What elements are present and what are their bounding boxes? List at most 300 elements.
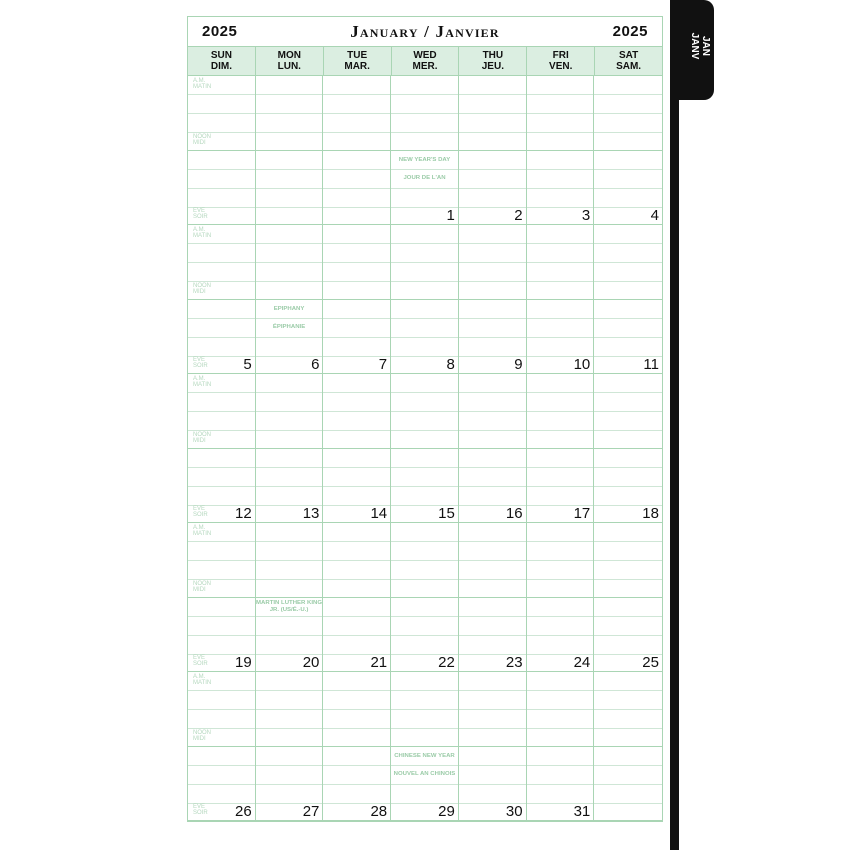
slot-label-text: MIDI	[193, 587, 206, 593]
hour-line	[188, 746, 255, 747]
hour-line	[594, 411, 662, 412]
day-header-wed	[392, 47, 460, 75]
month-tab-label-fr: JANV	[689, 32, 700, 60]
day-header-mon	[256, 47, 324, 75]
date-number: 4	[650, 207, 659, 224]
hour-line	[391, 132, 458, 133]
day-cell[interactable]	[323, 523, 391, 672]
hour-line	[459, 541, 526, 542]
hour-line	[323, 132, 390, 133]
hour-line	[188, 150, 255, 151]
hour-line	[256, 579, 323, 580]
hour-line	[391, 337, 458, 338]
hour-line	[256, 430, 323, 431]
day-cell[interactable]	[323, 225, 391, 374]
date-number: 10	[573, 356, 591, 373]
hour-line	[323, 150, 390, 151]
hour-line	[527, 728, 594, 729]
hour-line	[594, 318, 662, 319]
hour-line	[323, 113, 390, 114]
hour-line	[188, 486, 255, 487]
date-number: 7	[378, 356, 388, 373]
hour-line	[256, 709, 323, 710]
hour-line	[256, 411, 323, 412]
day-cell[interactable]	[527, 225, 595, 374]
hour-line	[188, 411, 255, 412]
hour-line	[188, 597, 255, 598]
date-number: 8	[446, 356, 455, 373]
slot-label-text: EVE	[193, 357, 206, 363]
slot-label-text: EVE	[193, 208, 206, 214]
slot-label-text: MATIN	[193, 680, 212, 686]
hour-line	[323, 262, 390, 263]
hour-line	[323, 746, 390, 747]
hour-line	[594, 169, 662, 170]
slot-label-text: SOIR	[193, 214, 208, 220]
date-number: 22	[438, 654, 455, 671]
month-tab-label-en: JAN	[700, 35, 711, 56]
hour-line	[256, 467, 323, 468]
hour-line	[527, 113, 594, 114]
week-bottom-line	[256, 820, 323, 821]
hour-line	[323, 243, 390, 244]
hour-line	[323, 281, 390, 282]
slot-label-am	[193, 525, 211, 537]
hour-line	[323, 430, 390, 431]
hour-line	[459, 746, 526, 747]
day-cell[interactable]	[594, 672, 662, 821]
slot-label-text: MIDI	[193, 289, 206, 295]
date-number: 25	[642, 654, 659, 671]
hour-line	[459, 262, 526, 263]
month-tab-spine	[670, 0, 679, 850]
hour-line	[188, 299, 255, 300]
hour-line	[391, 709, 458, 710]
day-cell[interactable]	[188, 374, 256, 523]
hour-line	[527, 560, 594, 561]
hour-line	[323, 784, 390, 785]
hour-line	[594, 597, 662, 598]
hour-line	[594, 765, 662, 766]
hour-line	[323, 411, 390, 412]
hour-line	[323, 635, 390, 636]
slot-label-noon	[193, 432, 211, 444]
date-number: 15	[438, 505, 455, 522]
slot-label-noon	[193, 730, 211, 742]
slot-label-text: MATIN	[193, 233, 212, 239]
hour-line	[188, 541, 255, 542]
hour-line	[391, 318, 458, 319]
hour-line	[594, 132, 662, 133]
slot-label-text: NOON	[193, 581, 211, 587]
hour-line	[188, 784, 255, 785]
hour-line	[459, 392, 526, 393]
hour-line	[323, 765, 390, 766]
hour-line	[594, 262, 662, 263]
hour-line	[188, 318, 255, 319]
hour-line	[459, 430, 526, 431]
hour-line	[256, 188, 323, 189]
slot-label-eve	[193, 357, 208, 369]
hour-line	[527, 281, 594, 282]
month-tab-label	[689, 26, 711, 66]
slot-label-noon	[193, 581, 211, 593]
hour-line	[527, 188, 594, 189]
week-row	[188, 672, 662, 821]
date-number: 21	[370, 654, 388, 671]
hour-line	[527, 430, 594, 431]
hour-line	[323, 467, 390, 468]
hour-line	[391, 784, 458, 785]
hour-line	[459, 169, 526, 170]
hour-line	[188, 579, 255, 580]
day-cell[interactable]	[391, 523, 459, 672]
day-cell[interactable]	[256, 523, 324, 672]
date-number: 13	[302, 505, 320, 522]
calendar-page	[187, 16, 663, 822]
hour-line	[256, 150, 323, 151]
week-bottom-line	[459, 820, 526, 821]
slot-label-text: NOON	[193, 730, 211, 736]
hour-line	[594, 299, 662, 300]
hour-line	[256, 690, 323, 691]
week-row	[188, 523, 662, 672]
slot-label-eve	[193, 655, 208, 667]
hour-line	[459, 188, 526, 189]
hour-line	[256, 281, 323, 282]
hour-line	[527, 765, 594, 766]
week-bottom-line	[527, 820, 594, 821]
hour-line	[594, 150, 662, 151]
day-cell[interactable]	[594, 374, 662, 523]
slot-label-text: MATIN	[193, 382, 212, 388]
hour-line	[459, 299, 526, 300]
day-header-fr: MER.	[412, 61, 438, 72]
hour-line	[459, 635, 526, 636]
hour-line	[188, 709, 255, 710]
hour-line	[256, 392, 323, 393]
day-cell[interactable]	[527, 672, 595, 821]
hour-line	[323, 169, 390, 170]
hour-line	[391, 150, 458, 151]
date-number: 16	[505, 505, 523, 522]
hour-line	[256, 448, 323, 449]
slot-label-text: A.M.	[193, 78, 206, 84]
day-cell[interactable]	[323, 374, 391, 523]
slot-label-text: A.M.	[193, 525, 206, 531]
day-header-en: THU	[482, 50, 504, 61]
slot-label-text: MIDI	[193, 140, 206, 146]
hour-line	[527, 467, 594, 468]
year-right: 2025	[612, 23, 648, 40]
hour-line	[594, 635, 662, 636]
hour-line	[594, 541, 662, 542]
day-cell[interactable]	[391, 672, 459, 821]
hour-line	[459, 690, 526, 691]
hour-line	[527, 94, 594, 95]
slot-label-text: SOIR	[193, 512, 208, 518]
hour-line	[391, 746, 458, 747]
day-cell[interactable]	[256, 374, 324, 523]
hour-line	[527, 541, 594, 542]
slot-label-text: MATIN	[193, 84, 212, 90]
hour-line	[256, 728, 323, 729]
hour-line	[527, 597, 594, 598]
hour-line	[323, 486, 390, 487]
hour-line	[323, 541, 390, 542]
hour-line	[459, 765, 526, 766]
hour-line	[527, 690, 594, 691]
hour-line	[391, 262, 458, 263]
day-cell[interactable]	[527, 76, 595, 225]
hour-line	[256, 243, 323, 244]
week-bottom-line	[188, 820, 255, 821]
day-cell[interactable]	[459, 76, 527, 225]
holiday-label-en: MARTIN LUTHER KING	[256, 600, 323, 606]
hour-line	[188, 113, 255, 114]
day-cell[interactable]	[594, 225, 662, 374]
hour-line	[459, 579, 526, 580]
slot-label-text: EVE	[193, 804, 206, 810]
hour-line	[323, 690, 390, 691]
day-cell[interactable]	[594, 523, 662, 672]
day-header-fr: SAM.	[616, 61, 642, 72]
hour-line	[188, 467, 255, 468]
hour-line	[256, 337, 323, 338]
hour-line	[256, 635, 323, 636]
day-header-sun	[188, 47, 256, 75]
holiday-label-en: NEW YEAR'S DAY	[398, 157, 451, 163]
day-cell[interactable]	[323, 672, 391, 821]
day-cell[interactable]	[391, 225, 459, 374]
week-row	[188, 76, 662, 225]
hour-line	[594, 430, 662, 431]
holiday-label-en: CHINESE NEW YEAR	[394, 753, 455, 759]
week-row	[188, 225, 662, 374]
hour-line	[459, 597, 526, 598]
hour-line	[391, 579, 458, 580]
day-cell[interactable]	[594, 76, 662, 225]
hour-line	[594, 690, 662, 691]
holiday-label-fr: JOUR DE L'AN	[403, 175, 446, 181]
day-cell[interactable]	[188, 225, 256, 374]
slot-label-text: SOIR	[193, 363, 208, 369]
hour-line	[594, 616, 662, 617]
day-cell[interactable]	[459, 374, 527, 523]
day-header-thu	[459, 47, 527, 75]
hour-line	[391, 169, 458, 170]
date-number: 19	[235, 654, 252, 671]
date-number: 17	[573, 505, 591, 522]
hour-line	[527, 337, 594, 338]
hour-line	[391, 243, 458, 244]
hour-line	[594, 392, 662, 393]
day-header-fr: JEU.	[481, 61, 504, 72]
hour-line	[391, 392, 458, 393]
hour-line	[256, 262, 323, 263]
hour-line	[594, 709, 662, 710]
day-cell[interactable]	[391, 76, 459, 225]
slot-label-am	[193, 376, 211, 388]
hour-line	[391, 597, 458, 598]
hour-line	[188, 188, 255, 189]
day-cell[interactable]	[527, 523, 595, 672]
hour-line	[459, 486, 526, 487]
hour-line	[594, 467, 662, 468]
hour-line	[391, 728, 458, 729]
holiday-label-fr: ÉPIPHANIE	[272, 324, 306, 330]
slot-label-text: NOON	[193, 432, 211, 438]
hour-line	[527, 746, 594, 747]
date-number: 11	[643, 356, 659, 373]
slot-label-am	[193, 227, 211, 239]
hour-line	[391, 635, 458, 636]
day-header-fr: VEN.	[549, 61, 573, 72]
hour-line	[459, 728, 526, 729]
hour-line	[594, 728, 662, 729]
hour-line	[256, 597, 323, 598]
date-number: 29	[438, 803, 455, 820]
hour-line	[594, 243, 662, 244]
hour-line	[323, 560, 390, 561]
hour-line	[256, 765, 323, 766]
slot-label-text: SOIR	[193, 661, 208, 667]
slot-label-eve	[193, 208, 208, 220]
hour-line	[256, 299, 323, 300]
day-cell[interactable]	[256, 76, 324, 225]
hour-line	[594, 337, 662, 338]
hour-line	[459, 411, 526, 412]
hour-line	[391, 411, 458, 412]
day-cell[interactable]	[459, 523, 527, 672]
day-header-en: TUE	[347, 50, 368, 61]
date-number: 2	[514, 207, 523, 224]
hour-line	[323, 709, 390, 710]
hour-line	[459, 448, 526, 449]
day-cell[interactable]	[459, 672, 527, 821]
slot-label-text: NOON	[193, 283, 211, 289]
date-number: 5	[243, 356, 252, 373]
date-number: 12	[235, 505, 252, 522]
hour-line	[459, 337, 526, 338]
hour-line	[527, 486, 594, 487]
hour-line	[527, 262, 594, 263]
date-number: 1	[446, 207, 455, 224]
day-cell[interactable]	[188, 523, 256, 672]
hour-line	[323, 299, 390, 300]
hour-line	[256, 746, 323, 747]
day-header-en: WED	[413, 50, 437, 61]
day-header-row	[188, 47, 662, 76]
day-header-tue	[324, 47, 392, 75]
hour-line	[594, 448, 662, 449]
hour-line	[323, 392, 390, 393]
date-number: 14	[370, 505, 388, 522]
day-cell[interactable]	[527, 374, 595, 523]
hour-line	[188, 448, 255, 449]
slot-label-eve	[193, 804, 208, 816]
date-number: 24	[573, 654, 591, 671]
day-header-en: MON	[277, 50, 301, 61]
hour-line	[527, 299, 594, 300]
slot-label-text: SOIR	[193, 810, 208, 816]
hour-line	[323, 337, 390, 338]
hour-line	[323, 616, 390, 617]
hour-line	[527, 318, 594, 319]
date-number: 6	[311, 356, 320, 373]
day-cell[interactable]	[256, 672, 324, 821]
hour-line	[527, 392, 594, 393]
hour-line	[256, 486, 323, 487]
hour-line	[459, 318, 526, 319]
hour-line	[323, 597, 390, 598]
hour-line	[391, 188, 458, 189]
week-bottom-line	[323, 820, 390, 821]
hour-line	[256, 169, 323, 170]
hour-line	[323, 448, 390, 449]
hour-line	[391, 765, 458, 766]
day-cell[interactable]	[323, 76, 391, 225]
day-cell[interactable]	[391, 374, 459, 523]
slot-label-noon	[193, 134, 211, 146]
hour-line	[323, 94, 390, 95]
hour-line	[188, 281, 255, 282]
hour-line	[256, 560, 323, 561]
hour-line	[256, 616, 323, 617]
hour-line	[323, 318, 390, 319]
hour-line	[594, 784, 662, 785]
hour-line	[527, 243, 594, 244]
hour-line	[188, 616, 255, 617]
hour-line	[391, 616, 458, 617]
day-cell[interactable]	[256, 225, 324, 374]
slot-label-eve	[193, 506, 208, 518]
slot-label-am	[193, 674, 211, 686]
day-cell[interactable]	[188, 672, 256, 821]
hour-line	[527, 709, 594, 710]
hour-line	[459, 94, 526, 95]
hour-line	[527, 635, 594, 636]
slot-label-text: A.M.	[193, 376, 206, 382]
holiday-label-en: EPIPHANY	[273, 306, 305, 312]
hour-line	[594, 113, 662, 114]
hour-line	[391, 430, 458, 431]
week-bottom-line	[594, 820, 662, 821]
hour-line	[188, 728, 255, 729]
hour-line	[459, 150, 526, 151]
hour-line	[256, 784, 323, 785]
day-header-fri	[527, 47, 595, 75]
date-number: 20	[302, 654, 320, 671]
hour-line	[391, 690, 458, 691]
slot-label-text: EVE	[193, 506, 206, 512]
calendar-header	[188, 17, 662, 47]
hour-line	[527, 150, 594, 151]
hour-line	[594, 803, 662, 804]
hour-line	[188, 560, 255, 561]
hour-line	[188, 169, 255, 170]
hour-line	[188, 765, 255, 766]
day-header-fr: DIM.	[210, 61, 232, 72]
hour-line	[391, 448, 458, 449]
slot-label-noon	[193, 283, 211, 295]
hour-line	[391, 113, 458, 114]
hour-line	[188, 132, 255, 133]
day-cell[interactable]	[459, 225, 527, 374]
day-cell[interactable]	[188, 76, 256, 225]
day-header-sat	[595, 47, 662, 75]
hour-line	[188, 635, 255, 636]
